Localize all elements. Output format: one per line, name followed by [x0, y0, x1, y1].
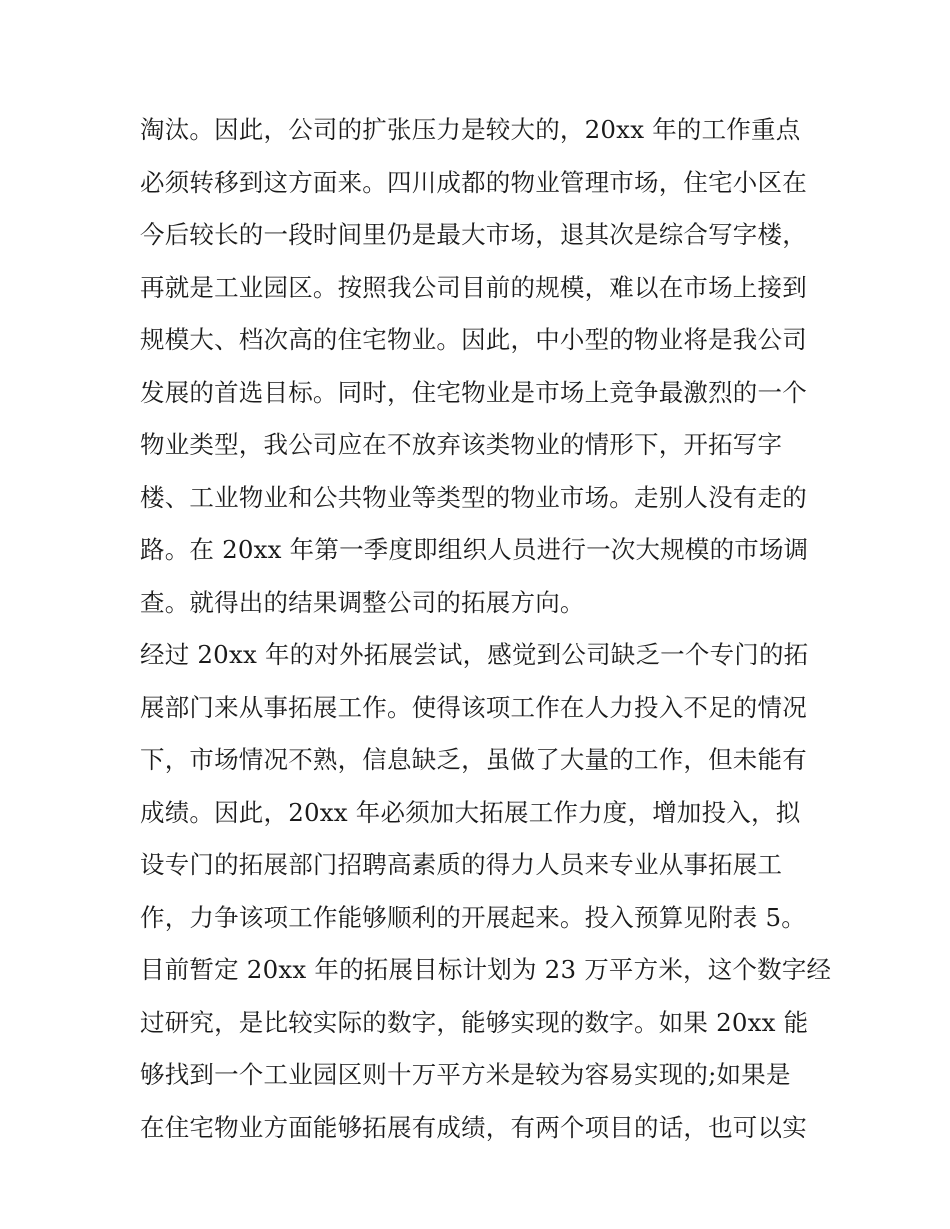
text-line: 今后较长的一段时间里仍是最大市场，退其次是综合写字楼， — [140, 220, 807, 249]
text-line: 展部门来从事拓展工作。使得该项工作在人力投入不足的情况 — [140, 692, 807, 722]
text-line: 必须转移到这方面来。四川成都的物业管理市场，住宅小区在 — [140, 167, 807, 197]
text-line: 目前暂定 20xx 年的拓展目标计划为 23 万平方米，这个数字经 — [140, 955, 832, 984]
text-line: 下，市场情况不熟，信息缺乏，虽做了大量的工作，但未能有 — [140, 745, 807, 774]
text-line: 设专门的拓展部门招聘高素质的得力人员来专业从事拓展工 — [140, 850, 783, 879]
text-line: 够找到一个工业园区则十万平方米是较为容易实现的;如果是 — [140, 1060, 791, 1089]
text-line: 楼、工业物业和公共物业等类型的物业市场。走别人没有走的 — [140, 482, 807, 512]
text-line: 经过 20xx 年的对外拓展尝试，感觉到公司缺乏一个专门的拓 — [140, 640, 809, 669]
text-line: 作，力争该项工作能够顺利的开展起来。投入预算见附表 5。 — [140, 902, 806, 932]
text-line: 查。就得出的结果调整公司的拓展方向。 — [140, 587, 585, 617]
text-line: 路。在 20xx 年第一季度即组织人员进行一次大规模的市场调 — [140, 535, 809, 564]
text-line: 过研究，是比较实际的数字，能够实现的数字。如果 20xx 能 — [140, 1007, 809, 1037]
body-text — [140, 104, 832, 1154]
text-line: 成绩。因此，20xx 年必须加大拓展工作力度，增加投入，拟 — [140, 797, 801, 827]
text-line: 淘汰。因此，公司的扩张压力是较大的，20xx 年的工作重点 — [140, 115, 801, 144]
text-line: 发展的首选目标。同时，住宅物业是市场上竞争最激烈的一个 — [140, 377, 807, 407]
text-line: 物业类型，我公司应在不放弃该类物业的情形下，开拓写字 — [140, 430, 783, 459]
text-line: 规模大、档次高的住宅物业。因此，中小型的物业将是我公司 — [140, 325, 807, 354]
text-line: 再就是工业园区。按照我公司目前的规模，难以在市场上接到 — [140, 272, 807, 302]
text-line: 在住宅物业方面能够拓展有成绩，有两个项目的话，也可以实 — [140, 1112, 807, 1142]
